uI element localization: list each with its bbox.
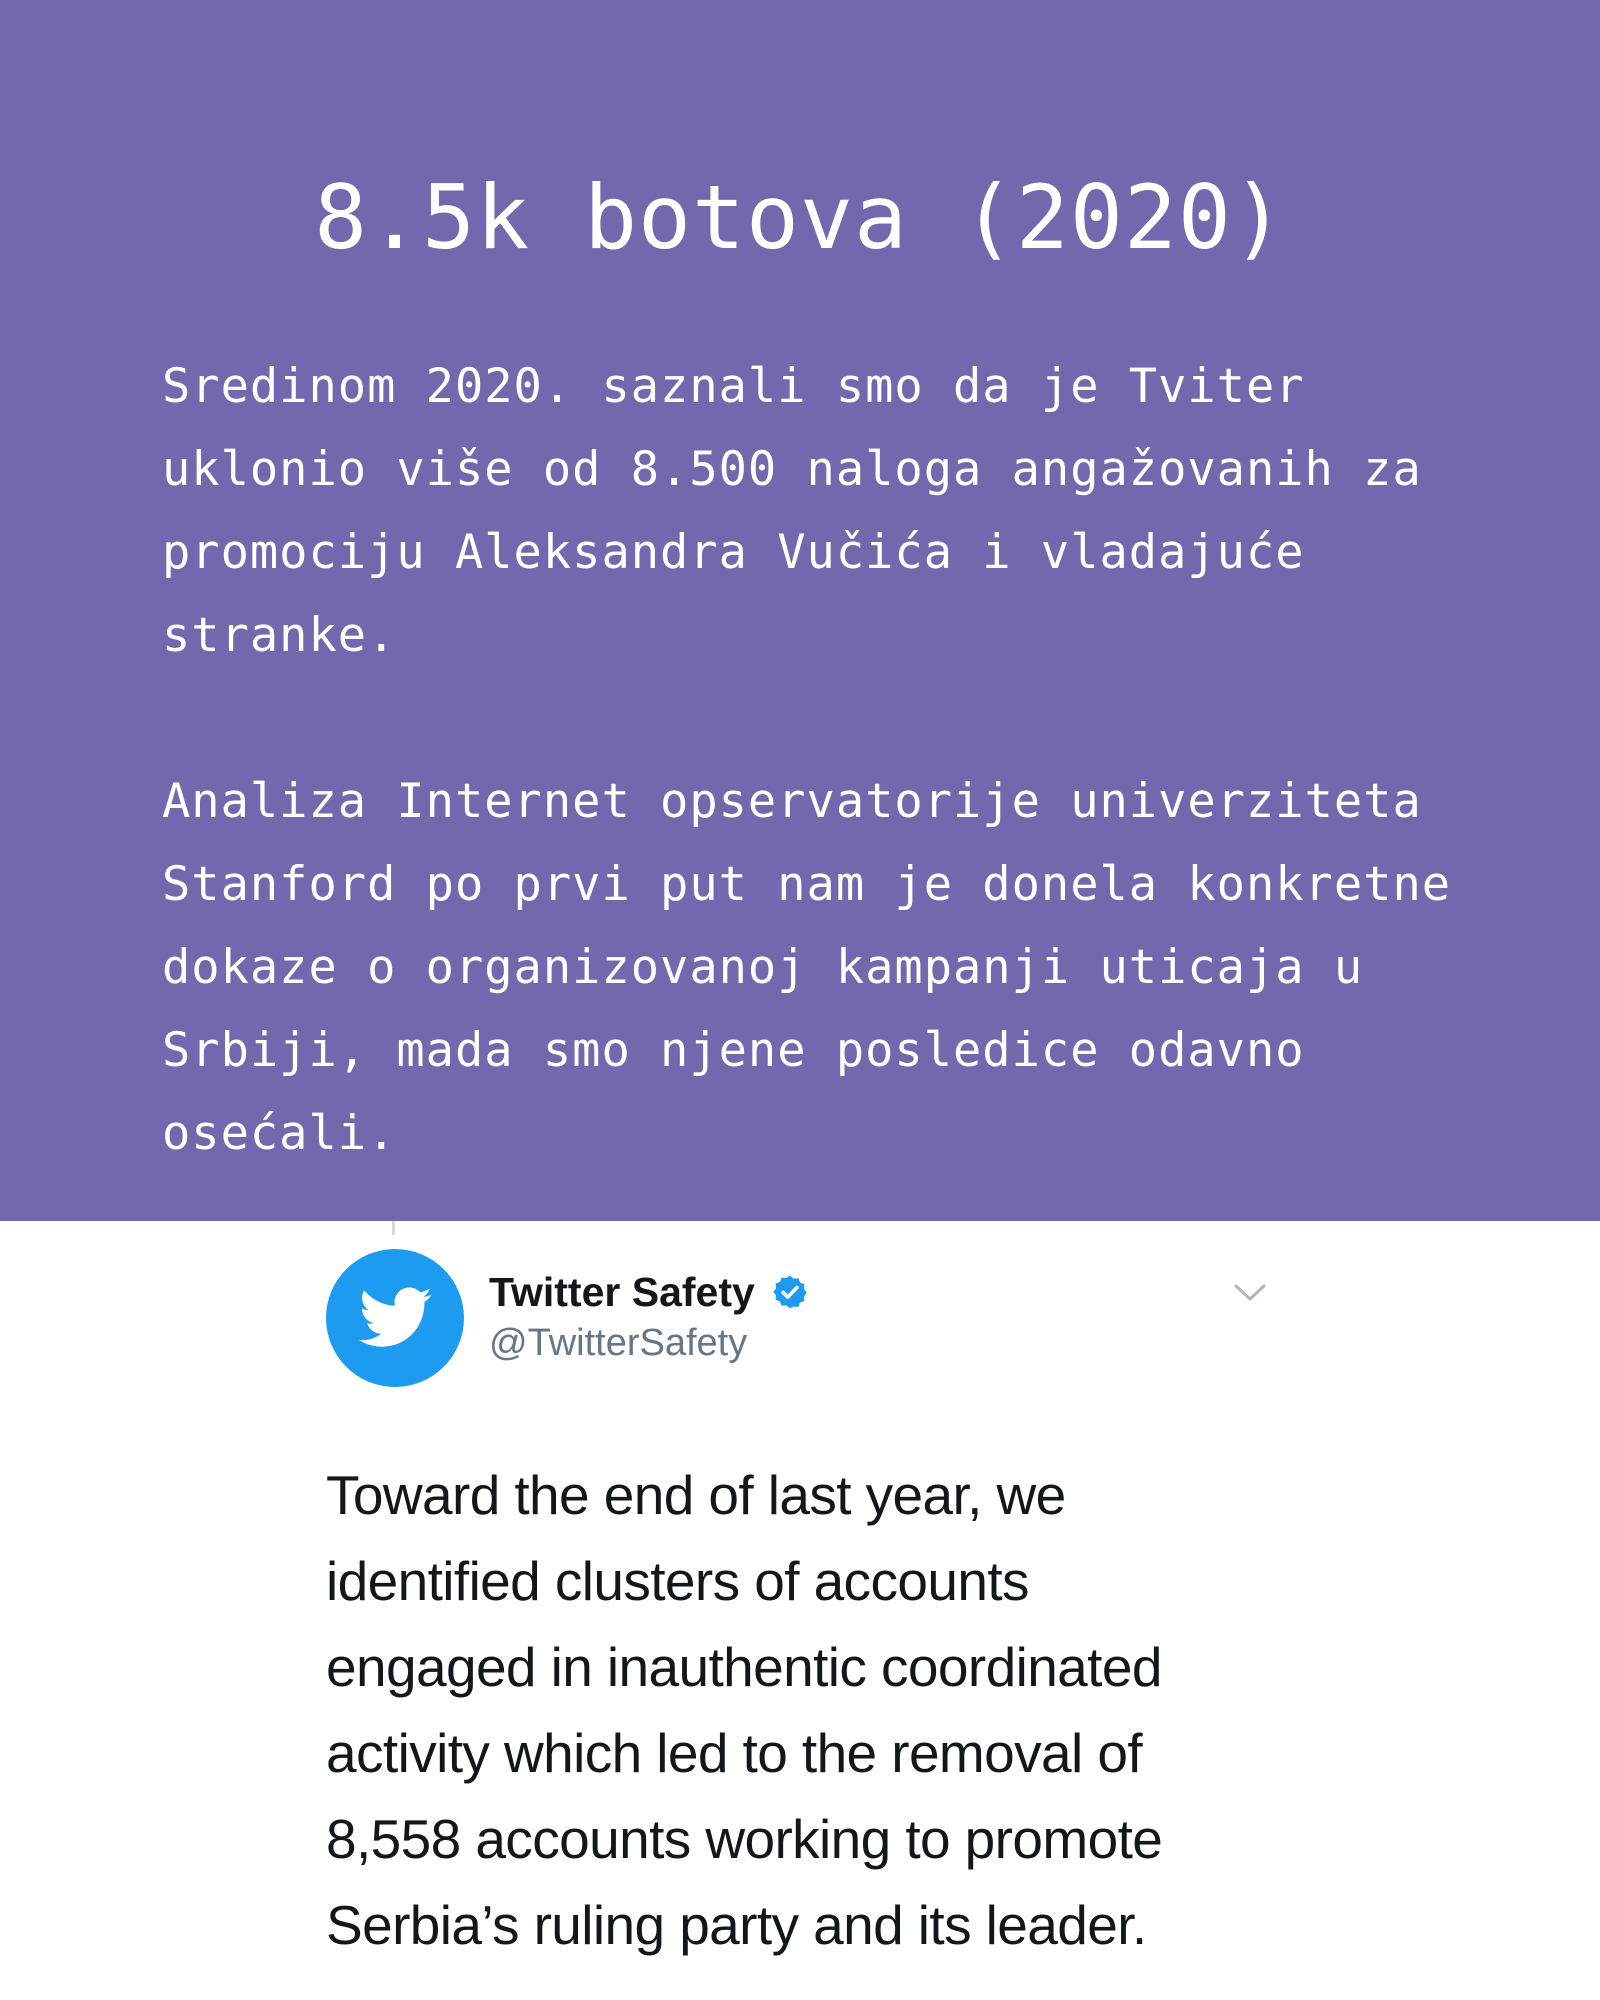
tweet-line: engaged in inauthentic coordinated [326,1636,1162,1698]
paragraph-line: Sredinom 2020. saznali smo da je Tviter [162,359,1305,414]
paragraph-line: stranke. [162,608,397,663]
chevron-down-icon[interactable] [1232,1280,1268,1304]
paragraph-line: Stanford po prvi put nam je donela konkretne [162,857,1452,912]
tweet-line: Toward the end of last year, we [326,1464,1066,1526]
bird-glyph [359,1287,433,1349]
twitter-bird-icon[interactable] [326,1249,464,1387]
paragraph-line: Analiza Internet opservatorije univerziteta [162,774,1422,829]
tweet-line: identified clusters of accounts [326,1550,1029,1612]
paragraph-line: Srbiji, mada smo njene posledice odavno [162,1023,1305,1078]
analysis-paragraph [162,760,1462,1175]
paragraph-line: dokaze o organizovanoj kampanji uticaja u [162,940,1364,995]
thread-connector-line [392,1221,395,1235]
intro-paragraph [162,345,1462,677]
tweet-author-handle[interactable]: @TwitterSafety [489,1322,748,1364]
tweet-line: Serbia’s ruling party and its leader. [326,1894,1147,1956]
tweet-body [326,1452,1326,1968]
page-title: 8.5k botova (2020) [314,166,1286,269]
tweet-author-name[interactable]: Twitter Safety [489,1269,755,1315]
tweet-line: activity which led to the removal of [326,1722,1142,1784]
paragraph-line: osećali. [162,1106,397,1161]
paragraph-line: uklonio više od 8.500 naloga angažovanih za [162,442,1422,497]
verified-badge-icon [772,1274,808,1310]
tweet-line: 8,558 accounts working to promote [326,1808,1163,1870]
paragraph-line: promociju Aleksandra Vučića i vladajuće [162,525,1305,580]
